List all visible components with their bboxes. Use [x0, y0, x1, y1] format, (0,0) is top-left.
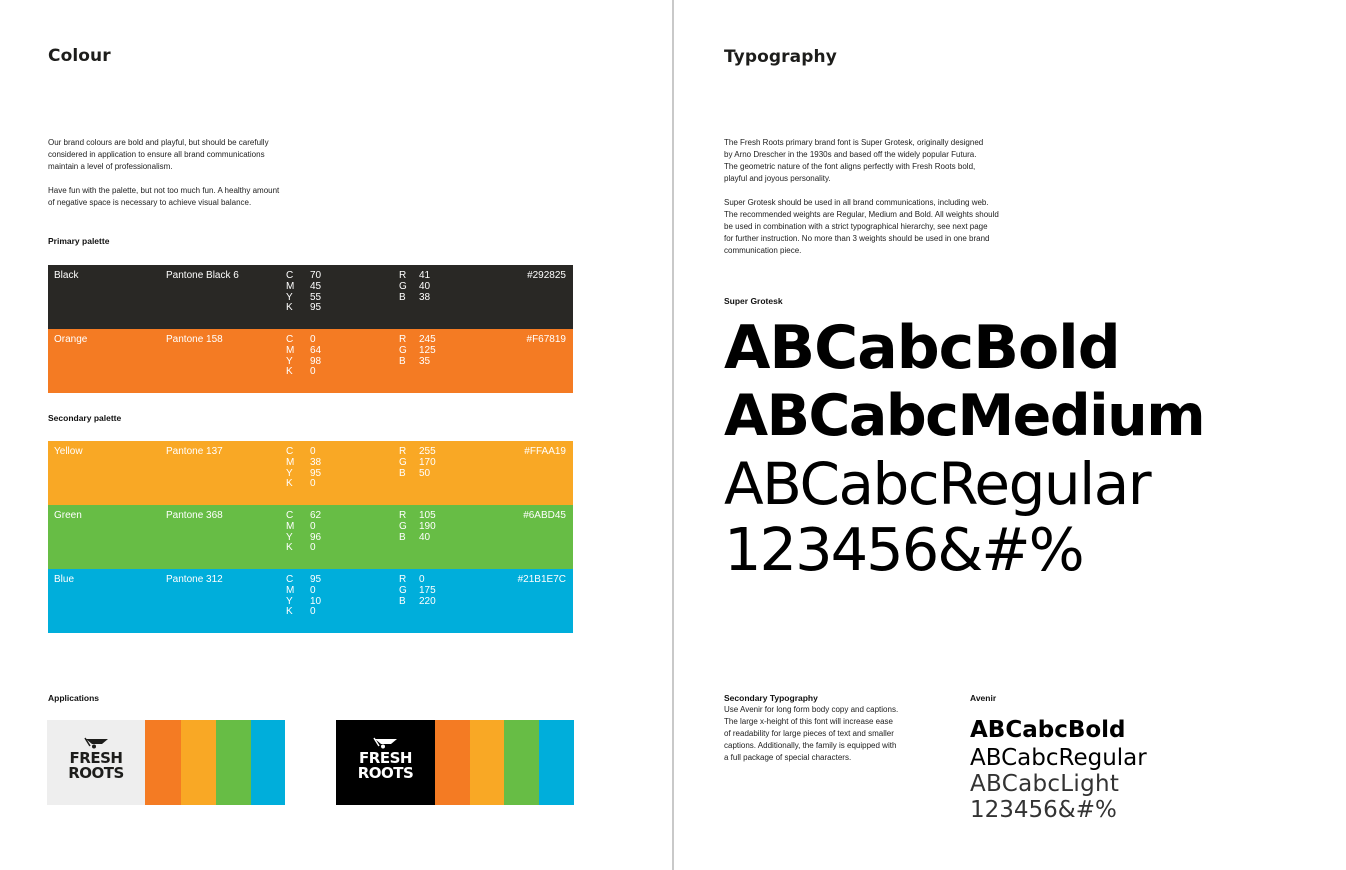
rgb-keys: [399, 335, 413, 367]
cmyk-key: C: [286, 446, 294, 457]
cmyk-keys: [286, 575, 300, 618]
application-light-logo-panel: [47, 720, 145, 805]
secondary-typography-line: a full package of special characters.: [724, 753, 852, 762]
rgb-key: B: [399, 531, 406, 543]
swatch-pantone: Pantone 312: [166, 574, 223, 585]
secondary-typography-line: of readability for large pieces of text and smaller: [724, 729, 894, 738]
cmyk-value: 0: [310, 334, 316, 345]
rgb-value: 40: [419, 531, 431, 543]
cmyk-key: K: [286, 478, 293, 490]
rgb-value: 245: [419, 334, 436, 345]
cmyk-value: 45: [310, 280, 322, 292]
cmyk-value: 95: [310, 574, 322, 585]
cmyk-key: C: [286, 510, 294, 521]
swatch-pantone: Pantone 137: [166, 446, 223, 457]
rgb-value: 175: [419, 584, 436, 596]
rgb-key: R: [399, 270, 407, 281]
colour-intro-line: Our brand colours are bold and playful, but should be carefully: [48, 138, 269, 147]
rgb-value: 190: [419, 520, 436, 532]
swatch-pantone: Pantone 158: [166, 334, 223, 345]
typography-title: Typography: [724, 47, 837, 67]
avenir-sample-regular: ABCabcRegular: [970, 745, 1147, 771]
logo-word: FRESH: [359, 749, 412, 767]
avenir-label: Avenir: [970, 693, 997, 703]
typography-intro-line: for further instruction. No more than 3 weights should be used in one brand: [724, 234, 990, 243]
wheelbarrow-icon: [373, 737, 399, 749]
cmyk-value: 0: [310, 542, 316, 554]
cmyk-key: M: [286, 456, 295, 468]
typography-intro-line: by Arno Drescher in the 1930s and based off the widely popular Futura.: [724, 150, 977, 159]
logo-word: ROOTS: [68, 764, 124, 782]
cmyk-keys: [286, 271, 300, 314]
font-sample-regular: ABCabcRegular: [724, 450, 1151, 518]
cmyk-key: M: [286, 520, 295, 532]
cmyk-value: 0: [310, 606, 316, 618]
rgb-value: 105: [419, 510, 436, 521]
secondary-typography-line: captions. Additionally, the family is equipped with: [724, 741, 897, 750]
cmyk-key: M: [286, 584, 295, 596]
rgb-values: [419, 575, 436, 607]
cmyk-values: [310, 271, 321, 314]
cmyk-key: Y: [286, 595, 293, 607]
cmyk-values: [310, 447, 321, 490]
typography-intro-line: The geometric nature of the font aligns perfectly with Fresh Roots bold,: [724, 162, 976, 171]
typography-intro: [724, 137, 1044, 257]
swatch-hex: #292825: [527, 270, 566, 281]
application-bar-yellow: [181, 720, 216, 805]
rgb-key: G: [399, 584, 407, 596]
rgb-value: 170: [419, 456, 436, 468]
rgb-value: 41: [419, 270, 431, 281]
font-sample-bold: ABCabcBold: [724, 313, 1120, 383]
rgb-value: 35: [419, 355, 431, 367]
typography-intro-line: The recommended weights are Regular, Medium and Bold. All weights should: [724, 210, 999, 219]
swatch-hex: #6ABD45: [523, 510, 566, 521]
rgb-key: R: [399, 446, 407, 457]
rgb-key: G: [399, 280, 407, 292]
typography-intro-line: be used in combination with a strict typographical hierarchy, see next page: [724, 222, 988, 231]
swatch-hex: #FFAA19: [524, 446, 566, 457]
super-grotesk-label: Super Grotesk: [724, 296, 783, 306]
cmyk-key: Y: [286, 291, 293, 303]
font-sample-medium: ABCabcMedium: [724, 383, 1205, 449]
cmyk-key: Y: [286, 467, 293, 479]
application-bar-yellow: [470, 720, 504, 805]
cmyk-value: 98: [310, 355, 322, 367]
primary-palette-label: Primary palette: [48, 236, 110, 246]
application-bar-green: [504, 720, 539, 805]
application-dark-logo-panel: [336, 720, 435, 805]
application-bar-orange: [435, 720, 470, 805]
wheelbarrow-icon: [84, 737, 110, 749]
fresh-roots-logo: [47, 751, 145, 781]
swatch-yellow: [48, 441, 573, 505]
rgb-value: 38: [419, 291, 431, 303]
rgb-key: B: [399, 467, 406, 479]
cmyk-key: K: [286, 366, 293, 378]
cmyk-values: [310, 335, 321, 378]
cmyk-key: C: [286, 334, 294, 345]
fresh-roots-logo: [336, 751, 435, 781]
application-bar-blue: [539, 720, 574, 805]
secondary-palette-label: Secondary palette: [48, 413, 122, 423]
cmyk-values: [310, 575, 321, 618]
cmyk-key: Y: [286, 531, 293, 543]
swatch-name: Yellow: [54, 446, 83, 457]
cmyk-value: 0: [310, 520, 316, 532]
rgb-values: [419, 447, 436, 479]
avenir-sample-light: ABCabcLight: [970, 771, 1120, 797]
logo-word: FRESH: [69, 749, 123, 767]
swatch-pantone: Pantone 368: [166, 510, 223, 521]
secondary-typography-line: The large x-height of this font will increase ease: [724, 717, 893, 726]
colour-intro-line: maintain a level of professionalism.: [48, 162, 173, 171]
colour-intro: [48, 137, 348, 209]
cmyk-values: [310, 511, 321, 554]
rgb-value: 50: [419, 467, 431, 479]
font-sample-numerals: 123456&#%: [724, 515, 1083, 584]
applications-label: Applications: [48, 693, 100, 703]
cmyk-keys: [286, 511, 300, 554]
rgb-value: 255: [419, 446, 436, 457]
rgb-keys: [399, 511, 413, 543]
cmyk-value: 0: [310, 446, 316, 457]
cmyk-value: 95: [310, 467, 322, 479]
application-bar-blue: [251, 720, 285, 805]
cmyk-key: K: [286, 302, 293, 314]
swatch-pantone: Pantone Black 6: [166, 270, 239, 281]
cmyk-value: 0: [310, 478, 316, 490]
rgb-key: B: [399, 595, 406, 607]
typography-intro-line: Super Grotesk should be used in all brand communications, including web.: [724, 198, 989, 207]
cmyk-key: K: [286, 606, 293, 618]
cmyk-key: M: [286, 280, 295, 292]
cmyk-keys: [286, 447, 300, 490]
cmyk-key: Y: [286, 355, 293, 367]
application-bar-orange: [145, 720, 181, 805]
rgb-values: [419, 335, 436, 367]
rgb-key: G: [399, 520, 407, 532]
rgb-keys: [399, 575, 413, 607]
rgb-key: B: [399, 355, 406, 367]
colour-title: Colour: [48, 46, 111, 66]
cmyk-value: 96: [310, 531, 322, 543]
cmyk-value: 95: [310, 302, 322, 314]
colour-intro-line: considered in application to ensure all brand communications: [48, 150, 265, 159]
rgb-key: B: [399, 291, 406, 303]
avenir-sample-numerals: 123456&#%: [970, 797, 1117, 823]
cmyk-value: 64: [310, 344, 322, 356]
typography-intro-line: communication piece.: [724, 246, 802, 255]
cmyk-key: M: [286, 344, 295, 356]
cmyk-value: 62: [310, 510, 322, 521]
logo-word: ROOTS: [357, 764, 414, 782]
rgb-values: [419, 511, 436, 543]
rgb-value: 125: [419, 344, 436, 356]
secondary-typography-label: Secondary Typography: [724, 693, 818, 703]
cmyk-value: 38: [310, 456, 322, 468]
cmyk-value: 55: [310, 291, 322, 303]
typography-intro-line: playful and joyous personality.: [724, 174, 831, 183]
cmyk-value: 0: [310, 366, 316, 378]
rgb-key: R: [399, 334, 407, 345]
secondary-typography-text: [724, 704, 954, 764]
rgb-key: R: [399, 510, 407, 521]
cmyk-key: C: [286, 574, 294, 585]
swatch-hex: #F67819: [526, 334, 566, 345]
colour-intro-line: Have fun with the palette, but not too much fun. A healthy amount: [48, 186, 280, 195]
swatch-green: [48, 505, 573, 569]
swatch-blue: [48, 569, 573, 633]
swatch-name: Blue: [54, 574, 75, 585]
rgb-value: 0: [419, 574, 425, 585]
cmyk-keys: [286, 335, 300, 378]
swatch-black: [48, 265, 573, 329]
rgb-value: 40: [419, 280, 431, 292]
cmyk-value: 70: [310, 270, 322, 281]
colour-intro-line: of negative space is necessary to achieve visual balance.: [48, 198, 252, 207]
rgb-keys: [399, 447, 413, 479]
cmyk-key: C: [286, 270, 294, 281]
rgb-keys: [399, 271, 413, 303]
rgb-key: G: [399, 344, 407, 356]
swatch-orange: [48, 329, 573, 393]
swatch-name: Green: [54, 510, 82, 521]
rgb-value: 220: [419, 595, 436, 607]
cmyk-key: K: [286, 542, 293, 554]
cmyk-value: 10: [310, 595, 322, 607]
swatch-name: Orange: [54, 334, 88, 345]
swatch-hex: #21B1E7C: [517, 574, 566, 585]
rgb-key: R: [399, 574, 407, 585]
avenir-sample-bold: ABCabcBold: [970, 717, 1126, 743]
typography-intro-line: The Fresh Roots primary brand font is Super Grotesk, originally designed: [724, 138, 984, 147]
swatch-name: Black: [54, 270, 79, 281]
rgb-values: [419, 271, 430, 303]
secondary-typography-line: Use Avenir for long form body copy and captions.: [724, 705, 899, 714]
application-bar-green: [216, 720, 251, 805]
cmyk-value: 0: [310, 584, 316, 596]
rgb-key: G: [399, 456, 407, 468]
